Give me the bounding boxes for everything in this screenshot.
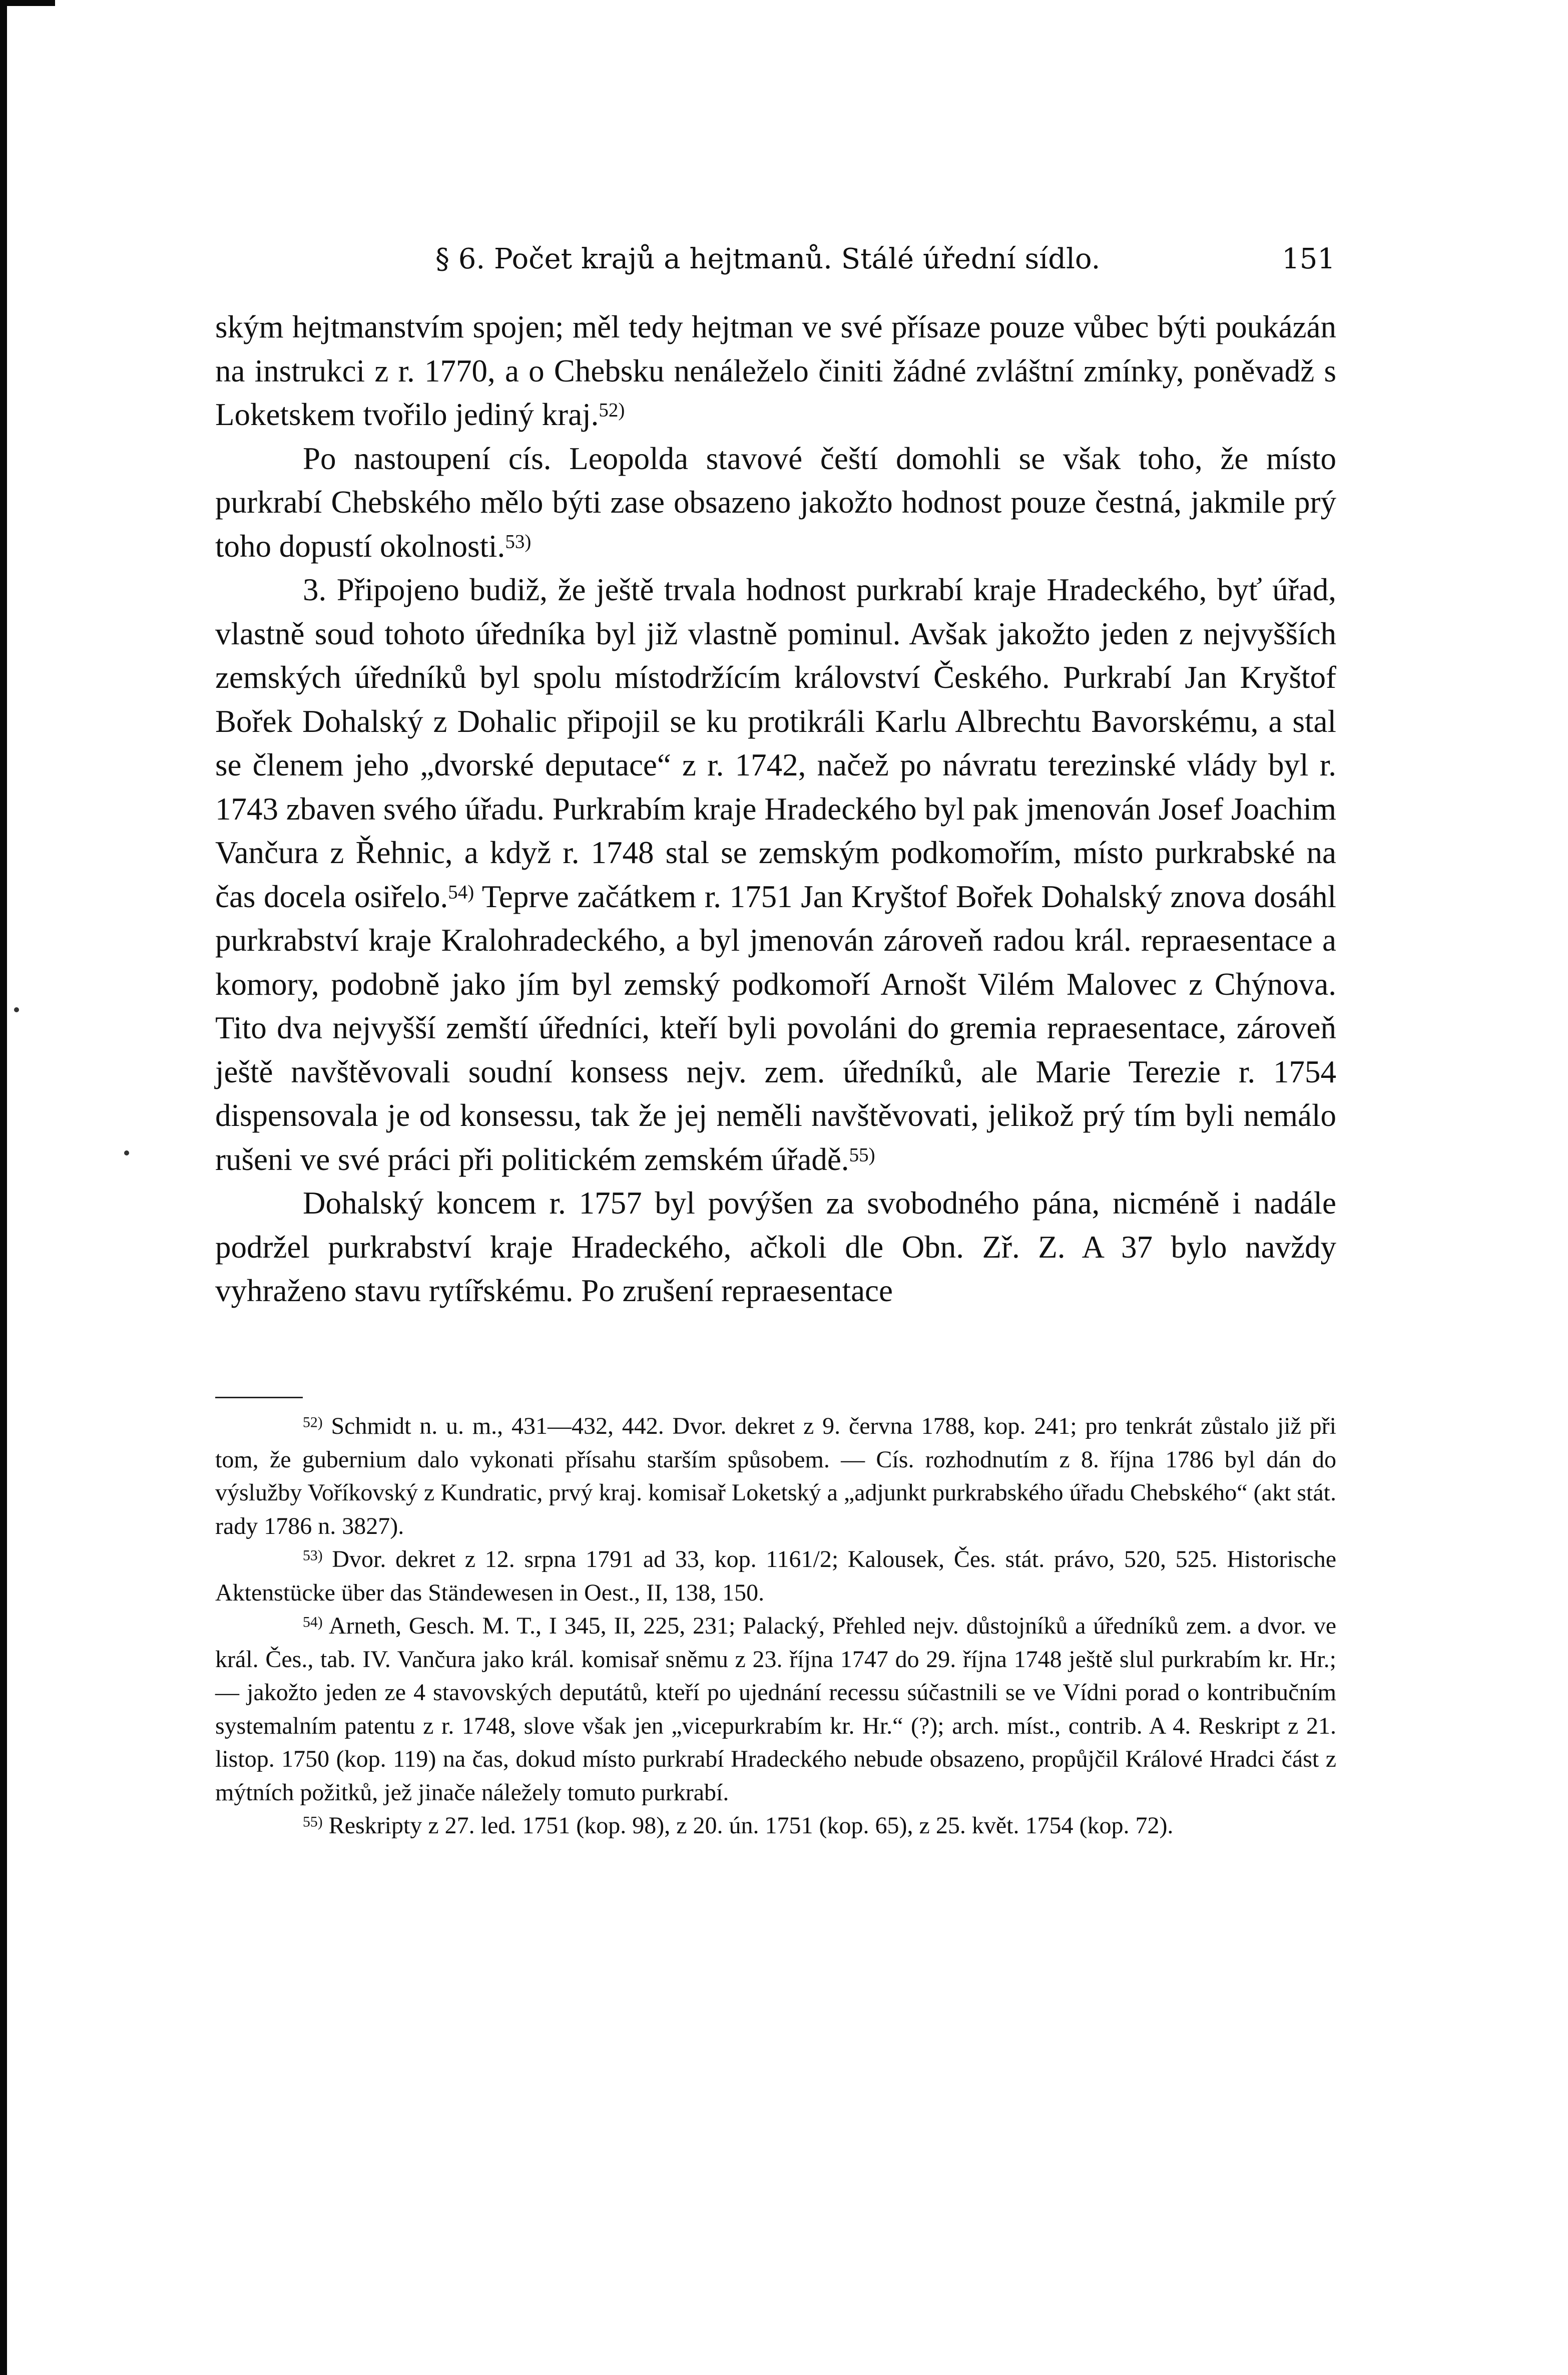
footnote-text: Reskripty z 27. led. 1751 (kop. 98), z 20. ún. 1751 (kop. 65), z 25. květ. 1754 (kop. 72).: [328, 1812, 1174, 1839]
footnote-52: [215, 1410, 1336, 1543]
footnote-55: [215, 1809, 1336, 1843]
footnote-ref: 53): [505, 530, 532, 552]
paragraph-4: [215, 1181, 1336, 1313]
scan-edge-top: [0, 0, 55, 6]
scan-edge-left: [0, 0, 7, 2375]
paragraph-1: [215, 305, 1336, 437]
footnote-ref: 55): [849, 1143, 875, 1165]
footnotes: [215, 1410, 1336, 1843]
stray-mark: [124, 1150, 129, 1155]
paragraph-text: ským hejtmanstvím spojen; měl tedy hejtman ve své přísaze pouze vůbec býti poukázán na instrukci z r. 1770, a o Chebsku nenáleželo činiti žádné zvláštní zmínky, poněvadž s Loketskem tvořilo jediný kraj.: [215, 309, 1336, 432]
paragraph-text: 3. Připojeno budiž, že ještě trvala hodnost purkrabí kraje Hradeckého, byť úřad, vlastně soud tohoto úředníka byl již vlastně pominul. Avšak jakožto jeden z nejvyšších zemských úředníků byl spolu místodržícím království Českého. Purkrabí Jan Kryštof Bořek Dohalský z Dohalic připojil se ku protikráli Karlu Albrechtu Bavorskému, a stal se členem jeho „dvorské deputace“ z r. 1742, načež po návratu terezinské vlády byl r. 1743 zbaven svého úřadu. Purkrabím kraje Hradeckého byl pak jmenován Josef Joachim Vančura z Řehnic, a když r. 1748 stal se zemským podkomořím, místo purkrabské na čas docela osiřelo.: [215, 572, 1336, 914]
paragraph-text: Teprve začátkem r. 1751 Jan Kryštof Bořek Dohalský znova dosáhl purkrabství kraje Kralohradeckého, a byl jmenován zároveň radou král. repraesentace a komory, podobně jako jím byl zemský podkomoří Arnošt Vilém Malovec z Chýnova. Tito dva nejvyšší zemští úředníci, kteří byli povoláni do gremia repraesentace, zároveň ještě navštěvovali soudní konsess nejv. zem. úředníků, ale Marie Terezie r. 1754 dispensovala je od konsessu, tak že jej neměli navštěvovati, jelikož prý tím byli nemálo rušeni ve své práci při politickém zemském úřadě.: [215, 879, 1336, 1177]
running-title: § 6. Počet krajů a hejtmanů. Stálé úřední sídlo.: [435, 243, 1101, 275]
footnote-ref: 54): [448, 881, 474, 903]
footnote-text: ; Kalousek, Čes. stát. právo, 520, 525. Historische Aktenstücke über das Ständewesen in Oest., II, 138, 150.: [215, 1546, 1336, 1606]
paragraph-3: [215, 568, 1336, 1181]
paragraph-2: [215, 437, 1336, 569]
footnote-54: [215, 1610, 1336, 1809]
paragraph-text: Po nastoupení cís. Leopolda stavové čeští domohli se však toho, že místo purkrabí Chebského mělo býti zase obsazeno jakožto hodnost pouze čestná, jakmile prý toho dopustí okolnosti.: [215, 441, 1336, 564]
stray-mark: [14, 1007, 19, 1012]
footnote-53: [215, 1543, 1336, 1610]
footnote-mark: 55): [303, 1813, 323, 1830]
footnote-mark: 52): [303, 1414, 323, 1431]
running-head: [215, 239, 1336, 279]
paragraph-text: Dohalský koncem r. 1757 byl povýšen za svobodného pána, nicméně i nadále podržel purkrabství kraje Hradeckého, ačkoli dle Obn. Zř. Z. A 37 bylo navždy vyhraženo stavu rytířskému. Po zrušení repraesentace: [215, 1185, 1336, 1308]
footnote-ref: 52): [599, 399, 625, 421]
footnote-text: Arneth, Gesch. M. T., I 345, II, 225, 231; Palacký, Přehled nejv. důstojníků a úředníků zem. a dvor. ve král. Čes., tab. IV. Vančura jako král. komisař sněmu z 23. října 1747 do 29. října 1748 ještě slul purkrabím kr. Hr.; — jakožto jeden ze 4 stavovských deputátů, kteří po ujednání recessu súčastnili se ve Vídni porad o kontribučním systemalním patentu z r. 1748, slove však jen „viceрurkrabím kr. Hr.“ (?); arch. míst., contrib. A 4. Reskript z 21. listop. 1750 (kop. 119) na čas, dokud místo purkrabí Hradeckého nebude obsazeno, propůjčil Králové Hradci část z mýtních požitků, jež jinače náležely tomuto purkrabí.: [215, 1613, 1336, 1806]
main-text: [215, 305, 1336, 1313]
footnote-text: Dvor. dekret z 12. srpna 1791 ad 33, kop. 116: [332, 1546, 801, 1572]
footnote-rule: [215, 1397, 303, 1398]
footnote-mark: 53): [303, 1547, 323, 1564]
fraction: 1/2: [801, 1546, 832, 1572]
footnote-text: Schmidt n. u. m., 431—432, 442. Dvor. dekret z 9. června 1788, kop. 241; pro tenkrát zůstalo již při tom, že gubernium dalo vykonati přísahu starším spůsobem. — Cís. rozhodnutím z 8. října 1786 byl dán do výslužby Voříkovský z Kundratic, prvý kraj. komisař Loketský a „adjunkt purkrabského úřadu Chebského“ (akt stát. rady 1786 n. 3827).: [215, 1413, 1336, 1539]
footnote-mark: 54): [303, 1614, 323, 1631]
page-number: 151: [1282, 243, 1335, 275]
